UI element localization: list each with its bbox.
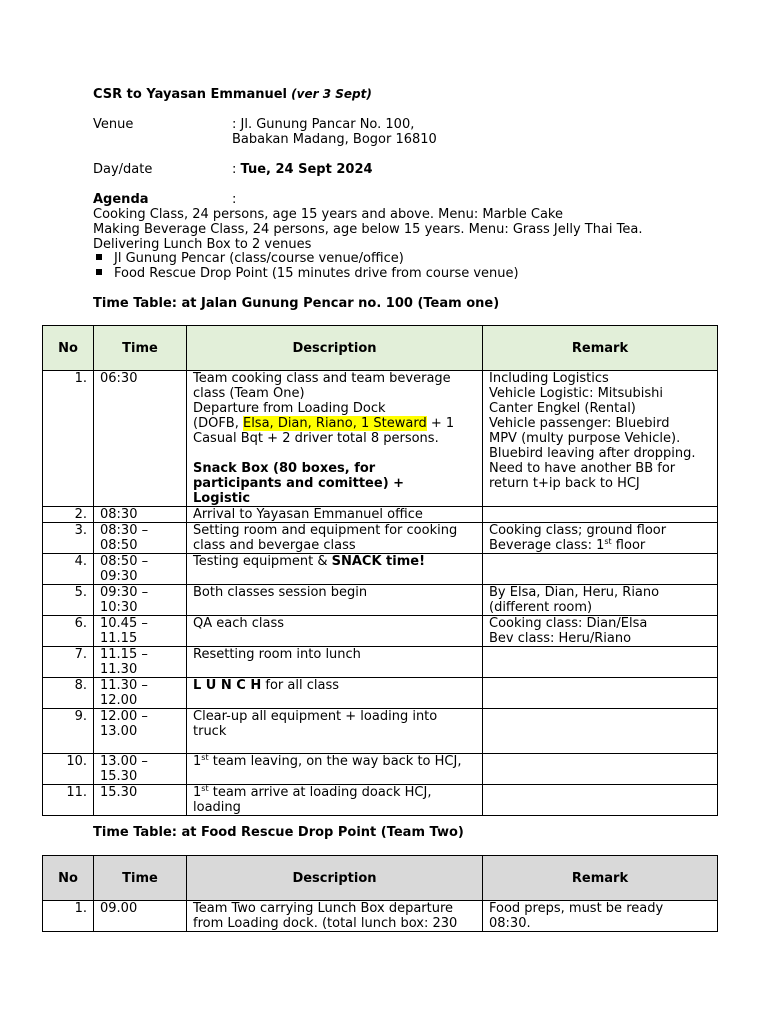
row-remark — [483, 371, 718, 507]
row-description: Resetting room into lunch — [187, 647, 483, 678]
venue-label: Venue — [93, 117, 134, 132]
bullet-square-icon — [96, 254, 102, 260]
table-header-row — [43, 326, 718, 371]
remark-line: Canter Engkel (Rental) — [489, 401, 636, 416]
time-line: 09:30 – — [100, 585, 149, 600]
remark-line: MPV (multy purpose Vehicle). — [489, 431, 681, 446]
header-remark: Remark — [483, 856, 718, 901]
remark-line: Cooking class: Dian/Elsa — [489, 616, 648, 631]
row-no: 10. — [43, 754, 94, 785]
table-row — [43, 785, 718, 816]
row-no: 4. — [43, 554, 94, 585]
header-no: No — [43, 326, 94, 371]
row-remark — [483, 585, 718, 616]
remark-line: Food preps, must be ready — [489, 901, 664, 916]
row-time — [94, 678, 187, 709]
remark-text: floor — [611, 538, 646, 553]
time-line: 11.30 — [100, 662, 138, 677]
remark-line: Vehicle passenger: Bluebird — [489, 416, 670, 431]
desc-bold-line: Logistic — [193, 491, 251, 506]
remark-line: (different room) — [489, 600, 593, 615]
row-description — [187, 709, 483, 754]
time-line: 15.30 — [100, 769, 138, 784]
time-line: 11.30 – — [100, 678, 148, 693]
header-description: Description — [187, 856, 483, 901]
bullet-text: Jl Gunung Pencar (class/course venue/office) — [114, 251, 404, 266]
desc-text: 1 — [193, 754, 202, 769]
desc-text: + 1 — [426, 416, 455, 431]
desc-text: for all class — [261, 678, 339, 693]
remark-line: return t+ip back to HCJ — [489, 476, 640, 491]
row-remark — [483, 901, 718, 932]
row-time — [94, 647, 187, 678]
desc-line: class (Team One) — [193, 386, 305, 401]
remark-text: Beverage class: 1 — [489, 538, 605, 553]
time-line: 11.15 – — [100, 647, 148, 662]
date-value: Tue, 24 Sept 2024 — [240, 162, 373, 177]
schedule-table-team-one — [42, 325, 718, 816]
highlighted-staff-names: Elsa, Dian, Riano, 1 Steward — [242, 416, 427, 431]
table-row — [43, 647, 718, 678]
bullet-item — [96, 251, 404, 266]
row-time: 15.30 — [94, 785, 187, 816]
row-remark — [483, 754, 718, 785]
ordinal-suffix: st — [201, 753, 209, 762]
row-remark — [483, 709, 718, 754]
desc-line: truck — [193, 724, 227, 739]
remark-line: Bev class: Heru/Riano — [489, 631, 632, 646]
row-remark — [483, 785, 718, 816]
time-line: 12.00 — [100, 693, 138, 708]
row-no: 6. — [43, 616, 94, 647]
agenda-line-1: Cooking Class, 24 persons, age 15 years and above. Menu: Marble Cake — [93, 207, 563, 222]
agenda-line-2: Making Beverage Class, 24 persons, age below 15 years. Menu: Grass Jelly Thai Tea. — [93, 222, 643, 237]
row-remark — [483, 523, 718, 554]
row-no: 7. — [43, 647, 94, 678]
spacer — [193, 446, 476, 461]
row-remark — [483, 554, 718, 585]
desc-line: Clear-up all equipment + loading into — [193, 709, 438, 724]
ordinal-suffix: st — [604, 537, 612, 546]
row-remark — [483, 616, 718, 647]
row-description — [187, 523, 483, 554]
table-row — [43, 523, 718, 554]
desc-text: (DOFB, — [193, 416, 243, 431]
agenda-colon: : — [232, 192, 237, 207]
header-description: Description — [187, 326, 483, 371]
table-row — [43, 709, 718, 754]
time-line: 08:50 — [100, 538, 138, 553]
remark-line: Vehicle Logistic: Mitsubishi — [489, 386, 664, 401]
remark-line: Bluebird leaving after dropping. — [489, 446, 696, 461]
remark-line — [489, 538, 711, 553]
bullet-item — [96, 266, 519, 281]
row-description — [187, 371, 483, 507]
desc-line: Team Two carrying Lunch Box departure — [193, 901, 454, 916]
row-time — [94, 616, 187, 647]
time-line: 13.00 — [100, 724, 138, 739]
desc-line: class and bevergae class — [193, 538, 356, 553]
desc-line: from Loading dock. (total lunch box: 230 — [193, 916, 458, 931]
version-text: (ver 3 Sept) — [291, 87, 372, 101]
table-row — [43, 507, 718, 523]
time-line: 08:50 – — [100, 554, 149, 569]
bullet-square-icon — [96, 269, 102, 275]
row-time — [94, 554, 187, 585]
table-row — [43, 678, 718, 709]
desc-bold-line: Snack Box (80 boxes, for — [193, 461, 376, 476]
remark-line: Including Logistics — [489, 371, 609, 386]
desc-bold-text: L U N C H — [193, 678, 262, 693]
table-header-row — [43, 856, 718, 901]
time-line: 09:30 — [100, 569, 138, 584]
row-time: 09.00 — [94, 901, 187, 932]
desc-line: Departure from Loading Dock — [193, 401, 386, 416]
header-no: No — [43, 856, 94, 901]
table-row — [43, 901, 718, 932]
desc-text: Testing equipment & — [193, 554, 332, 569]
row-no: 2. — [43, 507, 94, 523]
table-row — [43, 554, 718, 585]
desc-line: Team cooking class and team beverage — [193, 371, 451, 386]
row-description: Arrival to Yayasan Emmanuel office — [187, 507, 483, 523]
header-remark: Remark — [483, 326, 718, 371]
row-time — [94, 709, 187, 754]
row-description: QA each class — [187, 616, 483, 647]
date-colon: : — [232, 162, 237, 177]
date-value-row — [232, 162, 373, 177]
row-description — [187, 901, 483, 932]
row-time: 08:30 — [94, 507, 187, 523]
row-no: 9. — [43, 709, 94, 754]
row-no: 1. — [43, 371, 94, 507]
desc-line: loading — [193, 800, 241, 815]
row-time: 06:30 — [94, 371, 187, 507]
desc-text: 1 — [193, 785, 202, 800]
table-row — [43, 616, 718, 647]
row-remark — [483, 678, 718, 709]
row-description — [187, 785, 483, 816]
time-line: 13.00 – — [100, 754, 148, 769]
desc-line: Setting room and equipment for cooking — [193, 523, 458, 538]
time-line: 12.00 – — [100, 709, 148, 724]
remark-line: Need to have another BB for — [489, 461, 676, 476]
row-remark — [483, 507, 718, 523]
title-text: CSR to Yayasan Emmanuel — [93, 87, 288, 102]
remark-line: Cooking class; ground floor — [489, 523, 667, 538]
time-line: 10:30 — [100, 600, 138, 615]
table-row — [43, 754, 718, 785]
row-time — [94, 585, 187, 616]
bullet-text: Food Rescue Drop Point (15 minutes drive from course venue) — [114, 266, 519, 281]
schedule-table-team-two — [42, 855, 718, 932]
venue-line-1: : Jl. Gunung Pancar No. 100, — [232, 117, 415, 132]
remark-line: 08:30. — [489, 916, 531, 931]
row-time — [94, 754, 187, 785]
desc-line — [193, 785, 476, 800]
desc-bold-text: SNACK time! — [331, 554, 425, 569]
row-time — [94, 523, 187, 554]
desc-text: team leaving, on the way back to HCJ, — [208, 754, 462, 769]
table2-title: Time Table: at Food Rescue Drop Point (Team Two) — [93, 825, 464, 840]
row-no: 8. — [43, 678, 94, 709]
table1-title: Time Table: at Jalan Gunung Pencar no. 100 (Team one) — [93, 296, 500, 311]
desc-line: Casual Bqt + 2 driver total 8 persons. — [193, 431, 439, 446]
agenda-line-3: Delivering Lunch Box to 2 venues — [93, 237, 312, 252]
row-no: 5. — [43, 585, 94, 616]
desc-text: team arrive at loading doack HCJ, — [208, 785, 432, 800]
row-description — [187, 678, 483, 709]
row-description — [187, 754, 483, 785]
date-label: Day/date — [93, 162, 153, 177]
time-line: 10.45 – — [100, 616, 148, 631]
desc-line-staff — [193, 416, 476, 431]
table-row — [43, 371, 718, 507]
row-no: 3. — [43, 523, 94, 554]
table-row — [43, 585, 718, 616]
desc-bold-line: participants and comittee) + — [193, 476, 405, 491]
row-no: 1. — [43, 901, 94, 932]
ordinal-suffix: st — [201, 784, 209, 793]
row-no: 11. — [43, 785, 94, 816]
time-line: 08:30 – — [100, 523, 149, 538]
row-remark — [483, 647, 718, 678]
venue-line-2: Babakan Madang, Bogor 16810 — [232, 132, 437, 147]
row-description: Both classes session begin — [187, 585, 483, 616]
header-time: Time — [94, 856, 187, 901]
header-time: Time — [94, 326, 187, 371]
document-title — [93, 87, 372, 102]
remark-line: By Elsa, Dian, Heru, Riano — [489, 585, 660, 600]
time-line: 11.15 — [100, 631, 138, 646]
row-description — [187, 554, 483, 585]
agenda-label: Agenda — [93, 192, 149, 207]
